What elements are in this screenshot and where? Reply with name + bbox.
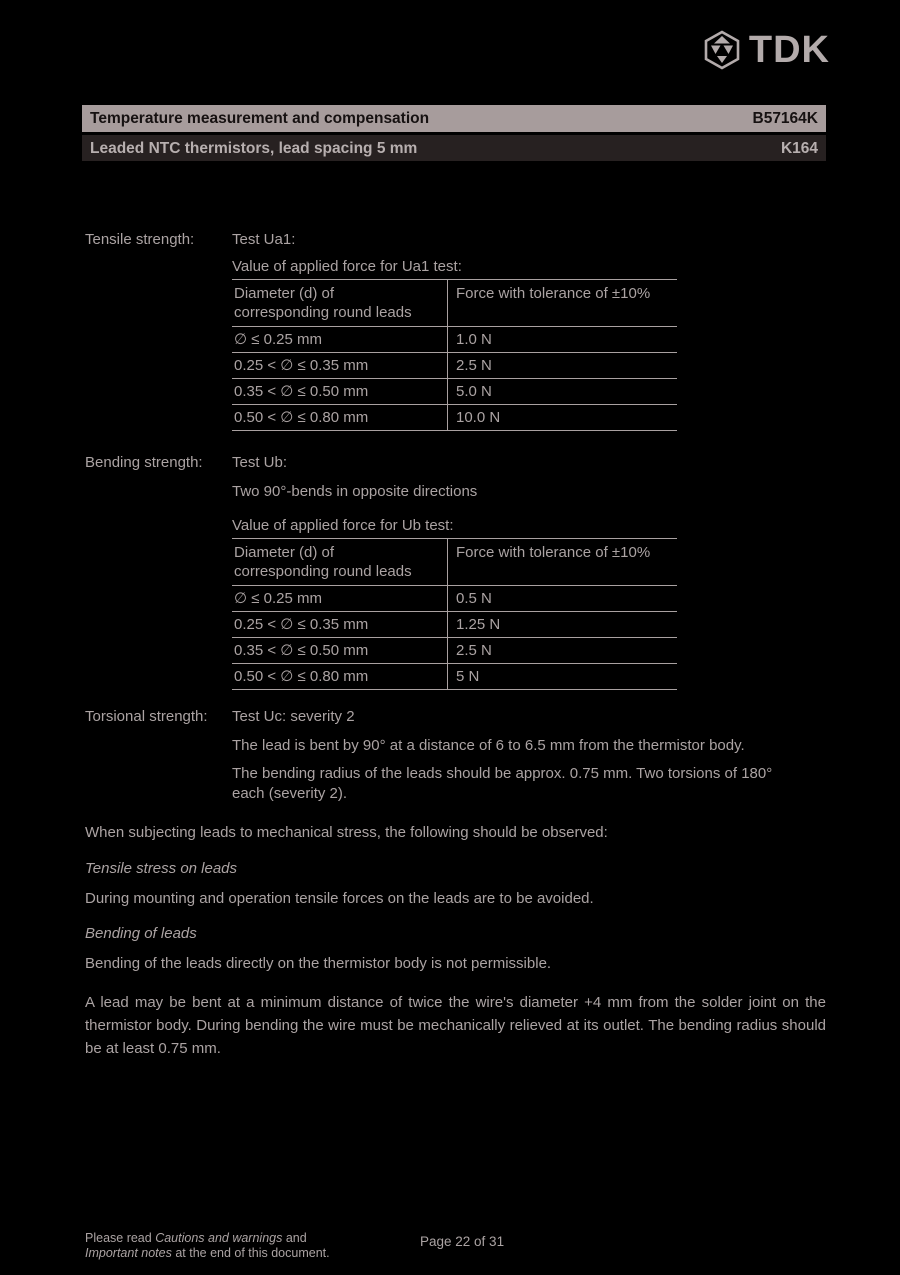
ub-force-table	[232, 538, 677, 690]
table-row	[232, 353, 677, 379]
tensile-strength-label: Tensile strength:	[85, 231, 195, 248]
diameter-cell: 0.25 < ∅ ≤ 0.35 mm	[232, 612, 448, 637]
diameter-cell: ∅ ≤ 0.25 mm	[232, 327, 448, 352]
torsional-test-name: Test Uc: severity 2	[232, 708, 355, 725]
document-subtitle: Leaded NTC thermistors, lead spacing 5 mm	[90, 139, 418, 157]
force-cell: 1.25 N	[456, 616, 501, 633]
force-cell: 2.5 N	[456, 642, 492, 659]
bending-test-note: Two 90°-bends in opposite directions	[232, 483, 478, 500]
diameter-cell: 0.50 < ∅ ≤ 0.80 mm	[232, 405, 448, 430]
series-code: K164	[780, 139, 818, 157]
ua1-force-table	[232, 279, 677, 431]
tdk-logo	[702, 30, 830, 70]
table-row	[232, 638, 677, 664]
torsional-paragraph-1: The lead is bent by 90° at a distance of 6 to 6.5 mm from the thermistor body.	[232, 737, 745, 754]
footer-note-line-2: Important notes at the end of this document.	[85, 1246, 330, 1260]
force-cell: 5.0 N	[456, 383, 492, 400]
diameter-cell: ∅ ≤ 0.25 mm	[232, 586, 448, 611]
diameter-cell: 0.50 < ∅ ≤ 0.80 mm	[232, 664, 448, 689]
force-cell: 5 N	[456, 668, 480, 685]
section-torsional-strength	[85, 707, 826, 804]
bending-of-leads-heading: Bending of leads	[85, 925, 197, 942]
mechanical-stress-intro: When subjecting leads to mechanical stress, the following should be observed:	[85, 824, 608, 841]
column-header-force: Force with tolerance of ±10%	[456, 544, 651, 561]
tdk-emblem-icon	[702, 30, 742, 70]
page-number: Page 22 of 31	[420, 1234, 505, 1249]
force-cell: 0.5 N	[456, 590, 492, 607]
column-header-force: Force with tolerance of ±10%	[456, 285, 651, 302]
ua1-table-caption: Value of applied force for Ua1 test:	[232, 258, 462, 275]
table-row	[232, 379, 677, 405]
force-cell: 10.0 N	[456, 409, 501, 426]
diameter-cell: 0.35 < ∅ ≤ 0.50 mm	[232, 379, 448, 404]
tensile-test-name: Test Ua1:	[232, 231, 296, 248]
column-header-diameter: Diameter (d) of corresponding round leads	[232, 539, 448, 585]
part-number: B57164K	[752, 110, 818, 127]
document-title: Temperature measurement and compensation	[90, 110, 430, 127]
cautions-and-warnings-italic: Cautions and warnings	[155, 1231, 283, 1245]
bending-of-leads-body: Bending of the leads directly on the thermistor body is not permissible.	[85, 955, 552, 972]
table-header-row	[232, 280, 677, 327]
table-row	[232, 612, 677, 638]
page-content	[85, 230, 826, 1060]
ub-table-caption: Value of applied force for Ub test:	[232, 517, 454, 534]
torsional-paragraph-2: The bending radius of the leads should be approx. 0.75 mm. Two torsions of 180° each (severity 2).	[232, 765, 773, 802]
tensile-stress-body: During mounting and operation tensile forces on the leads are to be avoided.	[85, 890, 594, 907]
force-cell: 1.0 N	[456, 331, 492, 348]
diameter-cell: 0.25 < ∅ ≤ 0.35 mm	[232, 353, 448, 378]
table-row	[232, 405, 677, 431]
torsional-strength-label: Torsional strength:	[85, 708, 208, 725]
title-bar-secondary	[82, 135, 826, 161]
important-notes-italic: Important notes	[85, 1246, 172, 1260]
table-header-row	[232, 539, 677, 586]
section-tensile-strength	[85, 230, 826, 431]
footer-cautions-note	[85, 1231, 330, 1261]
tensile-stress-heading: Tensile stress on leads	[85, 860, 238, 877]
table-row	[232, 327, 677, 353]
tdk-brand-text: TDK	[748, 29, 830, 71]
footer-note-line-1: Please read Cautions and warnings and	[85, 1231, 307, 1245]
bending-test-name: Test Ub:	[232, 454, 288, 471]
table-row	[232, 664, 677, 690]
bending-strength-label: Bending strength:	[85, 454, 203, 471]
table-row	[232, 586, 677, 612]
diameter-cell: 0.35 < ∅ ≤ 0.50 mm	[232, 638, 448, 663]
section-bending-strength	[85, 453, 826, 690]
force-cell: 2.5 N	[456, 357, 492, 374]
lead-bending-rule-paragraph: A lead may be bent at a minimum distance of twice the wire's diameter +4 mm from the solder joint on the thermistor body. During bending the wire must be mechanically relieved at its outlet. The bending radius should be at least 0.75 mm.	[85, 994, 826, 1057]
title-bar-primary	[82, 105, 826, 132]
column-header-diameter: Diameter (d) of corresponding round leads	[232, 280, 448, 326]
